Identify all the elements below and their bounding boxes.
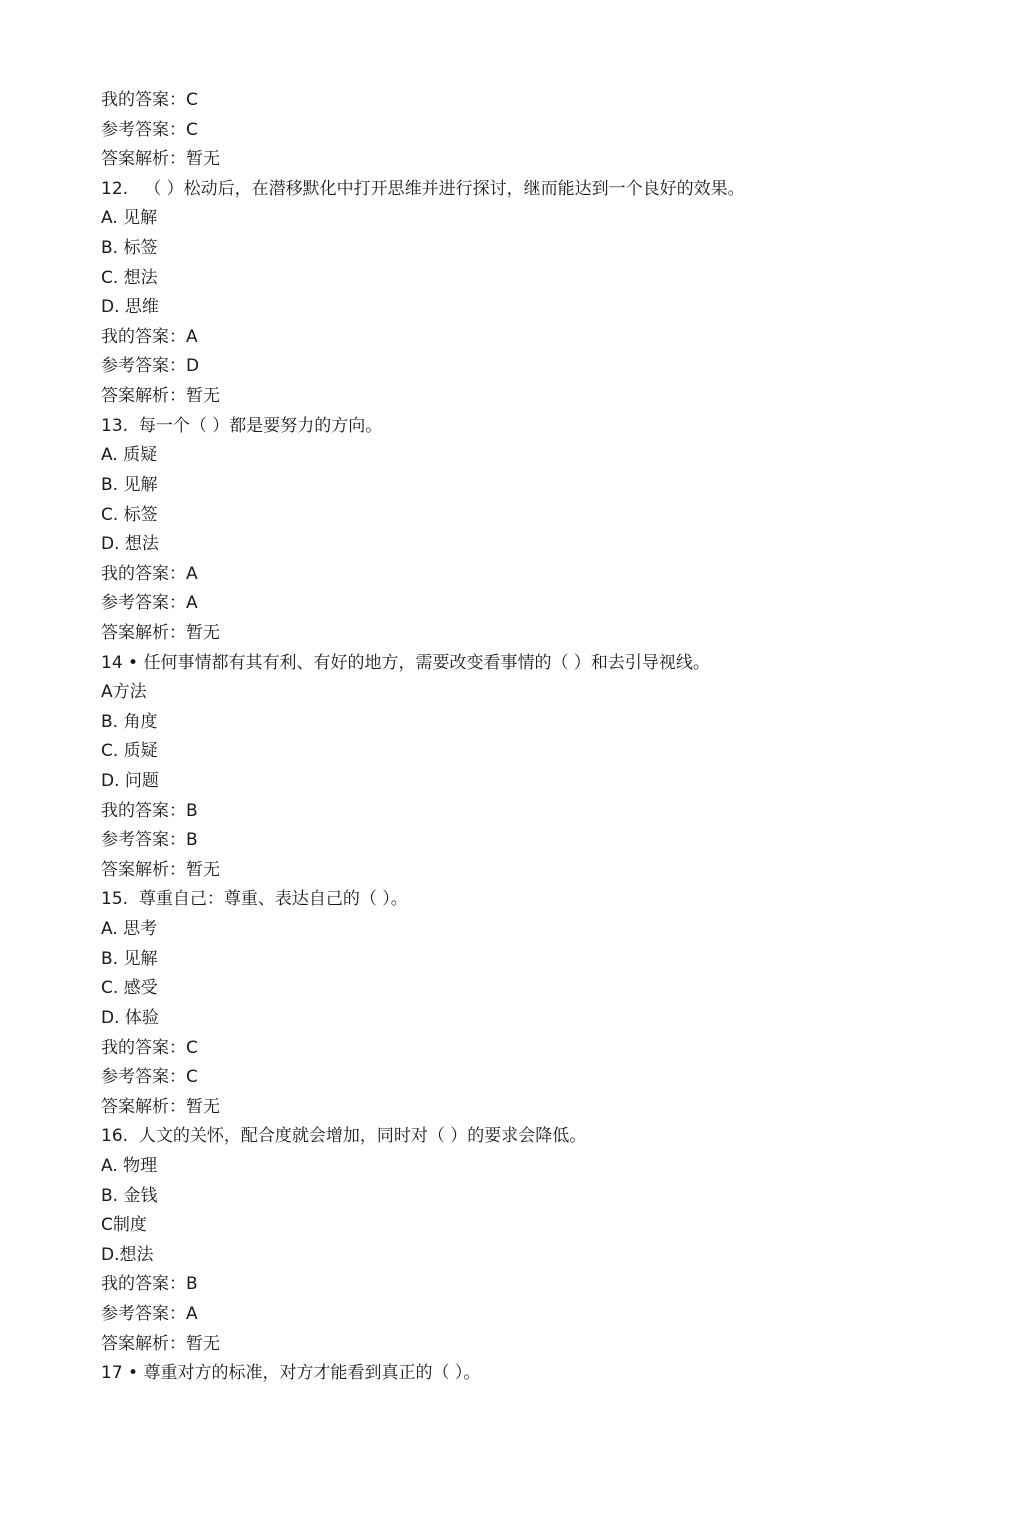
option-d: D. 思维 — [101, 297, 159, 318]
option-b: B. 金钱 — [101, 1185, 158, 1206]
question-12: 12. （ ）松动后，在潜移默化中打开思维并进行探讨，继而能达到一个良好的效果。 — [101, 178, 745, 199]
reference-answer-line: 参考答案：C — [101, 1067, 198, 1088]
option-d: D. 体验 — [101, 1007, 159, 1028]
option-a: A. 见解 — [101, 208, 158, 229]
my-answer-line: 我的答案：C — [101, 90, 198, 110]
answer-explanation-line: 答案解析：暂无 — [101, 859, 220, 880]
document-page — [101, 86, 981, 1389]
reference-answer-line: 参考答案：D — [101, 356, 200, 377]
answer-explanation-line: 答案解析：暂无 — [101, 1096, 220, 1117]
reference-answer-line: 参考答案：A — [101, 1303, 198, 1324]
option-d: D.想法 — [101, 1244, 154, 1265]
option-c: C. 感受 — [101, 978, 158, 999]
option-a: A. 思考 — [101, 919, 158, 940]
option-b: B. 见解 — [101, 948, 158, 969]
reference-answer-line: 参考答案：A — [101, 593, 198, 614]
option-a: A方法 — [101, 682, 147, 703]
question-13: 13. 每一个（ ）都是要努力的方向。 — [101, 415, 383, 436]
option-c: C. 标签 — [101, 504, 158, 525]
answer-explanation-line: 答案解析：暂无 — [101, 1333, 220, 1354]
question-16: 16. 人文的关怀，配合度就会增加，同时对（ ）的要求会降低。 — [101, 1126, 587, 1147]
question-17: 17 • 尊重对方的标准，对方才能看到真正的（ ）。 — [101, 1363, 481, 1384]
option-a: A. 质疑 — [101, 445, 158, 466]
answer-explanation-line: 答案解析：暂无 — [101, 386, 220, 407]
option-c: C. 想法 — [101, 267, 158, 288]
option-b: B. 标签 — [101, 238, 158, 259]
option-b: B. 见解 — [101, 474, 158, 495]
reference-answer-line: 参考答案：B — [101, 830, 198, 851]
option-d: D. 问题 — [101, 771, 159, 792]
my-answer-line: 我的答案：A — [101, 326, 198, 347]
option-c: C制度 — [101, 1215, 147, 1236]
answer-explanation-line: 答案解析：暂无 — [101, 149, 220, 170]
option-d: D. 想法 — [101, 534, 159, 555]
question-14: 14 • 任何事情都有其有利、有好的地方，需要改变看事情的（ ）和去引导视线。 — [101, 652, 710, 673]
question-15: 15. 尊重自己：尊重、表达自己的（ ）。 — [101, 889, 408, 910]
my-answer-line: 我的答案：C — [101, 1037, 198, 1058]
my-answer-line: 我的答案：B — [101, 1274, 198, 1295]
option-a: A. 物理 — [101, 1155, 158, 1176]
my-answer-line: 我的答案：A — [101, 563, 198, 584]
answer-explanation-line: 答案解析：暂无 — [101, 622, 220, 643]
my-answer-line: 我的答案：B — [101, 800, 198, 821]
reference-answer-line: 参考答案：C — [101, 119, 198, 140]
option-c: C. 质疑 — [101, 741, 158, 762]
option-b: B. 角度 — [101, 711, 158, 732]
